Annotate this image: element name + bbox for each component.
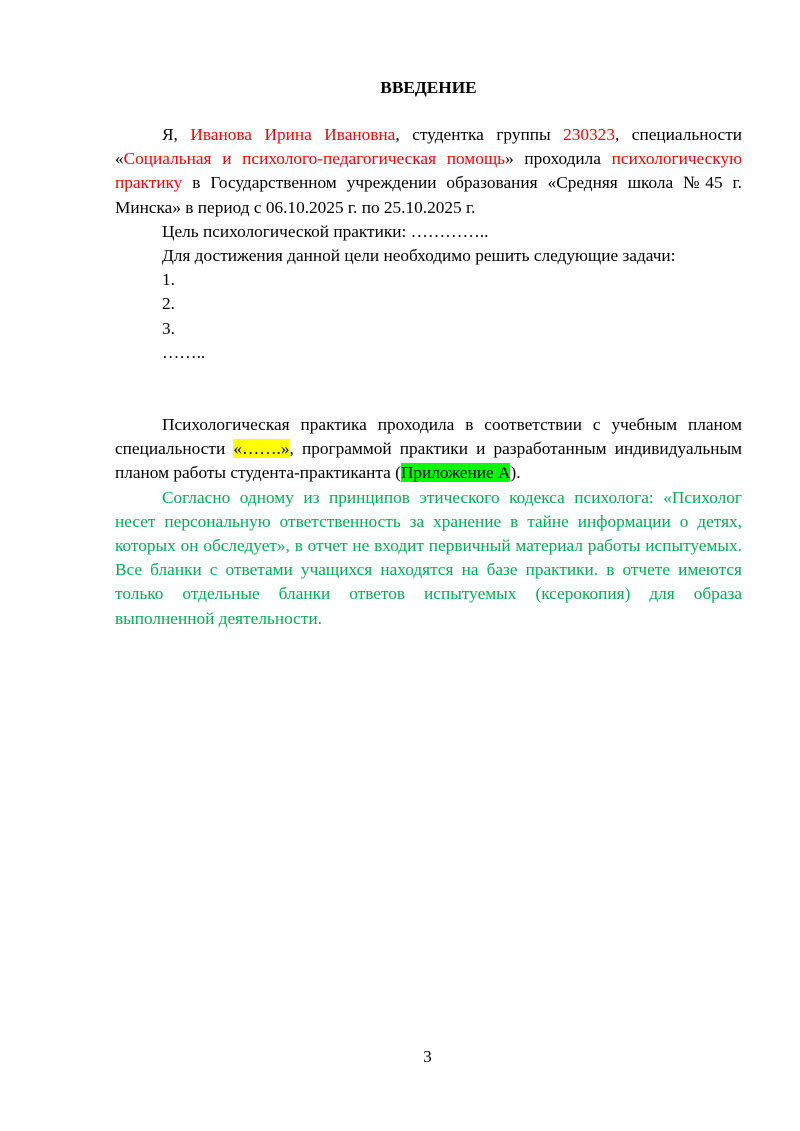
intro-text-4: » проходила: [505, 149, 612, 169]
tasks-line: Для достижения данной цели необходимо решить следующие задачи:: [162, 246, 676, 266]
task-item: 1.: [162, 270, 175, 290]
curriculum-paragraph: [115, 413, 742, 486]
ethics-paragraph: Согласно одному из принципов этического кодекса психолога: «Психолог несет персональную ответственность за хранение в тайне информации о детях, которых он обследует», в отчет не входит первичный материал работы испытуемых. Все бланки с ответами учащихся находятся на базе практики. в отчете имеются только отдельные бланки ответов испытуемых (ксерокопия) для образа выполненной деятельности.: [115, 487, 742, 628]
specialty-placeholder: «…….»: [233, 439, 290, 459]
intro-text-3: , специальности «: [115, 125, 742, 169]
intro-text-5: в Государственном учреждении образования «Средняя школа №45 г. Минска» в период с 06.10.2025 г. по 25.10.2025 г.: [115, 173, 742, 217]
group-number: 230323: [563, 125, 615, 144]
curriculum-text-3: ).: [510, 463, 521, 483]
student-name: Иванова Ирина Ивановна: [190, 125, 396, 144]
task-item: ……..: [162, 342, 206, 362]
task-list: [115, 268, 742, 365]
intro-paragraph: [115, 123, 742, 220]
curriculum-text-2: , программой практики и разработанным индивидуальным планом работы студента-практиканта (: [115, 439, 742, 483]
task-item: 2.: [162, 294, 175, 314]
practice-type: психологическую практику: [115, 149, 742, 193]
blank-space: [115, 365, 742, 413]
specialty-name: Социальная и психолого-педагогическая помощь: [123, 149, 506, 169]
intro-text-1: Я,: [162, 125, 191, 144]
intro-text-2: , студентка группы: [395, 125, 564, 144]
goal-line: Цель психологической практики: …………..: [162, 221, 489, 241]
section-title: ВВЕДЕНИЕ: [380, 78, 477, 97]
appendix-reference: Приложение А: [400, 463, 511, 483]
page-number: 3: [423, 1047, 432, 1066]
document-body: [115, 76, 742, 631]
curriculum-text-1: Психологическая практика проходила в соответствии с учебным планом специальности: [115, 415, 742, 459]
task-item: 3.: [162, 318, 175, 338]
